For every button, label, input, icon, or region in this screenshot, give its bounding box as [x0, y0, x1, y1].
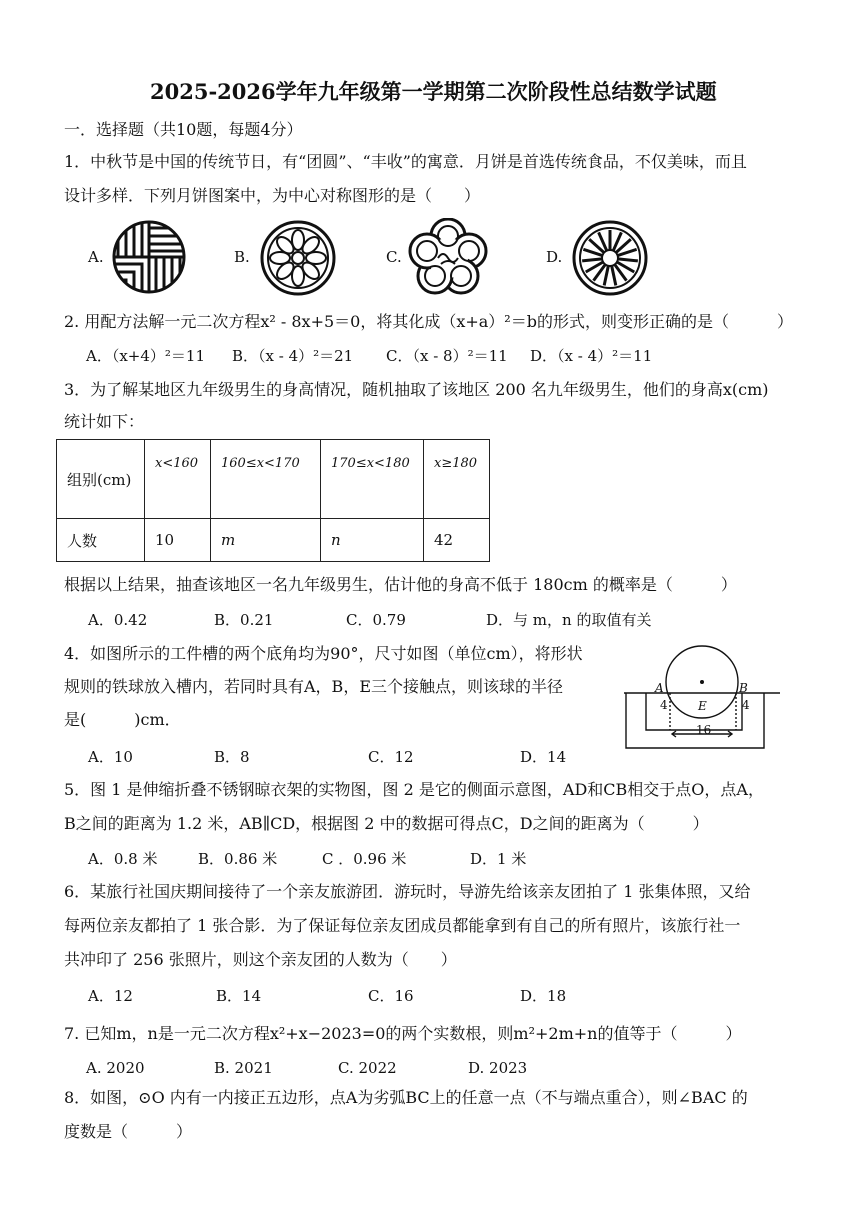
q6-line3: 共冲印了 256 张照片，则这个亲友团的人数为（ ）: [64, 950, 457, 969]
q4-line3: 是( )cm．: [64, 710, 181, 729]
q1-line1: 1．中秋节是中国的传统节日，有“团圆”、“丰收”的寓意．月饼是首选传统食品，不仅美味，而且: [64, 152, 747, 171]
q8-line2: 度数是（ ）: [64, 1122, 193, 1141]
figure-label-left: 4: [660, 698, 668, 712]
figure-label-right: 4: [742, 698, 750, 712]
q7-line1: 7. 已知m，n是一元二次方程x²+x−2023=0的两个实数根，则m²+2m+n的值等于（ ）: [64, 1024, 742, 1043]
q1-line2: 设计多样．下列月饼图案中，为中心对称图形的是（ ）: [64, 186, 481, 205]
q3-option-d[interactable]: D．与 m，n 的取值有关: [486, 611, 652, 629]
q4-option-a[interactable]: A．10: [88, 748, 133, 766]
figure-label-e: E: [698, 699, 707, 713]
q3-option-b[interactable]: B．0.21: [214, 611, 274, 629]
table-header-cell: 170≤x<180: [331, 456, 410, 471]
q3-option-a[interactable]: A．0.42: [88, 611, 148, 629]
q2-line1: 2. 用配方法解一元二次方程x² - 8x+5＝0，将其化成（x+a）²＝b的形式，则变形正确的是（ ）: [64, 312, 793, 331]
mooncake-d-icon: [572, 220, 648, 296]
section-heading: 一．选择题（共10题，每题4分）: [64, 120, 303, 139]
page-title: 2025-2026学年九年级第一学期第二次阶段性总结数学试题: [150, 79, 717, 104]
q6-line2: 每两位亲友都拍了 1 张合影．为了保证每位亲友团成员都能拿到有自己的所有照片，该旅行社一: [64, 916, 741, 935]
q4-option-b[interactable]: B．8: [214, 748, 250, 766]
height-frequency-table: [56, 439, 490, 562]
q5-option-a[interactable]: A．0.8 米: [88, 850, 158, 868]
q3-option-c[interactable]: C．0.79: [346, 611, 406, 629]
q1-option-a[interactable]: A.: [88, 248, 104, 266]
q2-option-b[interactable]: B．（x - 4）²＝21: [232, 347, 354, 365]
q3-line1: 3．为了解某地区九年级男生的身高情况，随机抽取了该地区 200 名九年级男生，他们的身高x(cm): [64, 380, 769, 399]
table-cell: 人数: [57, 519, 145, 562]
table-cell: 42: [424, 519, 490, 562]
q6-option-a[interactable]: A．12: [88, 987, 133, 1005]
q2-option-c[interactable]: C．（x - 8）²＝11: [386, 347, 508, 365]
table-header-cell: x<160: [155, 456, 199, 471]
mooncake-a-icon: [112, 220, 186, 294]
mooncake-c-icon: [408, 218, 488, 298]
q3-line3: 根据以上结果，抽查该地区一名九年级男生，估计他的身高不低于 180cm 的概率是（ ）: [64, 575, 737, 594]
q8-line1: 8．如图，⊙O 内有一内接正五边形，点A为劣弧BC上的任意一点（不与端点重合），则∠BAC 的: [64, 1088, 748, 1107]
q7-option-d[interactable]: D. 2023: [468, 1059, 528, 1077]
q1-option-b[interactable]: B.: [234, 248, 250, 266]
figure-label-a: A: [655, 681, 664, 695]
q5-line1: 5．图 1 是伸缩折叠不锈钢晾衣架的实物图，图 2 是它的侧面示意图，AD和CB相交于点O，点A，: [64, 780, 764, 799]
q4-line2: 规则的铁球放入槽内，若同时具有A，B，E三个接触点，则该球的半径: [64, 677, 563, 696]
q2-option-d[interactable]: D．（x - 4）²＝11: [530, 347, 653, 365]
q1-option-d[interactable]: D.: [546, 248, 563, 266]
q4-option-d[interactable]: D．14: [520, 748, 567, 766]
q4-option-c[interactable]: C．12: [368, 748, 414, 766]
figure-label-bottom: 16: [696, 723, 712, 737]
q4-line1: 4．如图所示的工件槽的两个底角均为90°，尺寸如图（单位cm），将形状: [64, 644, 583, 663]
q1-option-c[interactable]: C.: [386, 248, 402, 266]
table-header-cell: 160≤x<170: [221, 456, 300, 471]
q5-line2: B之间的距离为 1.2 米，AB∥CD，根据图 2 中的数据可得点C，D之间的距离为（ ）: [64, 814, 709, 833]
q7-option-c[interactable]: C. 2022: [338, 1059, 397, 1077]
q7-option-b[interactable]: B. 2021: [214, 1059, 273, 1077]
q3-line2: 统计如下：: [64, 412, 145, 431]
q5-option-d[interactable]: D．1 米: [470, 850, 527, 868]
q5-option-c[interactable]: C ．0.96 米: [322, 850, 407, 868]
table-cell: n: [321, 519, 424, 562]
q2-option-a[interactable]: A．（x+4）²＝11: [86, 347, 206, 365]
q6-option-d[interactable]: D．18: [520, 987, 567, 1005]
table-header-cell: x≥180: [434, 456, 478, 471]
q6-line1: 6．某旅行社国庆期间接待了一个亲友旅游团．游玩时，导游先给该亲友团拍了 1 张集体照，又给: [64, 882, 751, 901]
q6-option-b[interactable]: B．14: [216, 987, 262, 1005]
table-cell: 10: [145, 519, 211, 562]
figure-label-b: B: [739, 681, 748, 695]
q7-option-a[interactable]: A. 2020: [86, 1059, 145, 1077]
table-header-cell: 组别(cm): [57, 440, 145, 519]
mooncake-b-icon: [260, 220, 336, 296]
q6-option-c[interactable]: C．16: [368, 987, 414, 1005]
table-cell: m: [211, 519, 321, 562]
q5-option-b[interactable]: B．0.86 米: [198, 850, 278, 868]
